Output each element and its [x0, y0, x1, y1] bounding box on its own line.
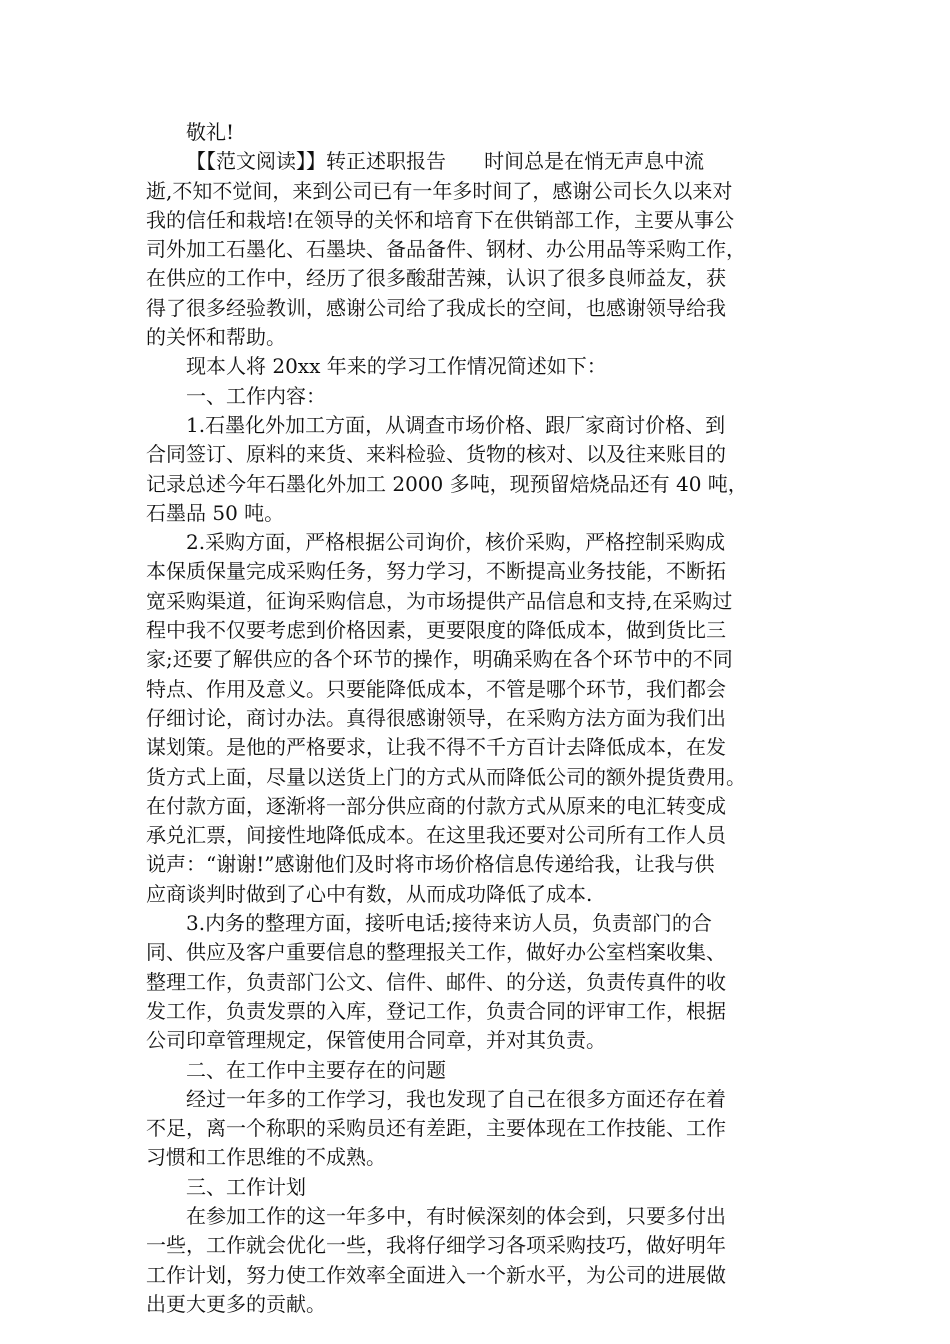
- text-line: 的关怀和帮助。: [146, 325, 286, 350]
- text-line: 不足，离一个称职的采购员还有差距，主要体现在工作技能、工作: [146, 1116, 726, 1141]
- closing-salutation: 敬礼!: [186, 120, 235, 144]
- text-line: 一些，工作就会优化一些，我将仔细学习各项采购技巧，做好明年: [146, 1233, 726, 1258]
- text-line: 工作计划，努力使工作效率全面进入一个新水平，为公司的进展做: [146, 1262, 726, 1287]
- text-line: 合同签订、原料的来货、来料检验、货物的核对、以及往来账目的: [146, 442, 726, 467]
- text-line: 习惯和工作思维的不成熟。: [146, 1145, 386, 1170]
- document-body: [146, 147, 806, 1319]
- text-line: 在供应的工作中，经历了很多酸甜苦辣，认识了很多良师益友，获: [146, 266, 726, 291]
- text-line: 本保质保量完成采购任务，努力学习，不断提高业务技能，不断拓: [146, 559, 726, 584]
- text-line: 记录总述今年石墨化外加工 2000 多吨，现预留焙烧品还有 40 吨，: [146, 471, 748, 496]
- text-line: 仔细讨论，商讨办法。真得很感谢领导，在采购方法方面为我们出: [146, 705, 726, 730]
- text-line: 公司印章管理规定，保管使用合同章，并对其负责。: [146, 1028, 606, 1053]
- text-line: 得了很多经验教训，感谢公司给了我成长的空间，也感谢领导给我: [146, 295, 726, 320]
- text-line: 司外加工石墨化、石墨块、备品备件、钢材、办公用品等采购工作，: [146, 237, 746, 262]
- text-line: 2.采购方面，严格根据公司询价，核价采购，严格控制采购成: [186, 530, 726, 555]
- text-line: 二、在工作中主要存在的问题: [186, 1057, 446, 1082]
- text-line: 出更大更多的贡献。: [146, 1291, 326, 1316]
- text-line: 家;还要了解供应的各个环节的操作，明确采购在各个环节中的不同: [146, 647, 733, 672]
- text-line: 在付款方面，逐渐将一部分供应商的付款方式从原来的电汇转变成: [146, 793, 726, 818]
- text-line: 发工作，负责发票的入库，登记工作，负责合同的评审工作，根据: [146, 998, 726, 1023]
- text-line: 程中我不仅要考虑到价格因素，更要限度的降低成本，做到货比三: [146, 618, 726, 643]
- text-line: 三、工作计划: [186, 1174, 306, 1199]
- text-line: 现本人将 20xx 年来的学习工作情况简述如下：: [186, 354, 607, 379]
- text-line: 石墨品 50 吨。: [146, 500, 285, 525]
- text-line: 货方式上面，尽量以送货上门的方式从而降低公司的额外提货费用。: [146, 764, 746, 789]
- text-line: 在参加工作的这一年多中，有时候深刻的体会到，只要多付出: [186, 1203, 726, 1228]
- text-line: 说声：“谢谢!”感谢他们及时将市场价格信息传递给我，让我与供: [146, 852, 715, 877]
- document-page: [146, 118, 806, 1319]
- text-line: 3.内务的整理方面，接听电话;接待来访人员，负责部门的合: [186, 911, 712, 936]
- text-line: 逝,不知不觉间，来到公司已有一年多时间了，感谢公司长久以来对: [146, 178, 733, 203]
- text-line: 特点、作用及意义。只要能降低成本，不管是哪个环节，我们都会: [146, 676, 726, 701]
- text-line: 我的信任和栽培!在领导的关怀和培育下在供销部工作，主要从事公: [146, 207, 735, 232]
- text-line: 同、供应及客户重要信息的整理报关工作，做好办公室档案收集、: [146, 940, 726, 965]
- text-line: 谋划策。是他的严格要求，让我不得不千方百计去降低成本，在发: [146, 735, 726, 760]
- text-line: 一、工作内容：: [186, 383, 326, 408]
- text-line: 应商谈判时做到了心中有数，从而成功降低了成本.: [146, 881, 593, 906]
- text-line: 宽采购渠道，征询采购信息，为市场提供产品信息和支持,在采购过: [146, 588, 733, 613]
- text-line: 承兑汇票，间接性地降低成本。在这里我还要对公司所有工作人员: [146, 823, 726, 848]
- text-line: 【【范文阅读】】转正述职报告 时间总是在悄无声息中流: [186, 149, 705, 174]
- text-line: 1.石墨化外加工方面，从调查市场价格、跟厂家商讨价格、到: [186, 412, 726, 437]
- text-line: 经过一年多的工作学习，我也发现了自己在很多方面还存在着: [186, 1086, 726, 1111]
- text-line: 整理工作，负责部门公文、信件、邮件、的分送，负责传真件的收: [146, 969, 726, 994]
